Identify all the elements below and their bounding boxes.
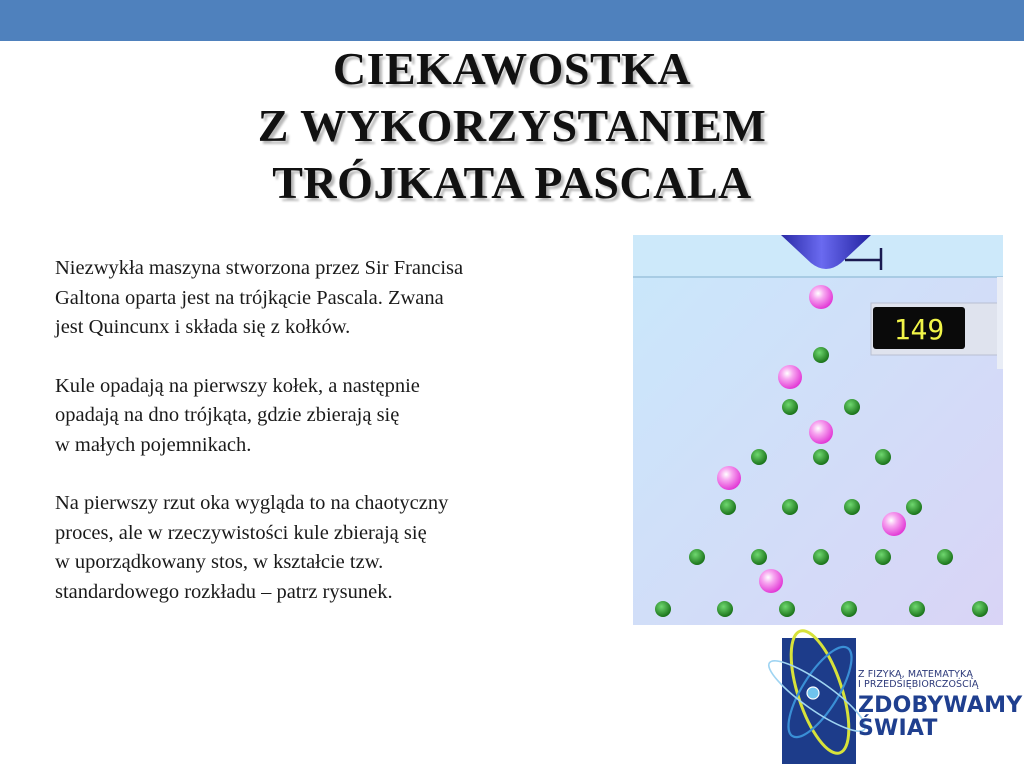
ball: [717, 466, 741, 490]
text-line: Kule opadają na pierwszy kołek, a następnie: [55, 374, 420, 397]
logo-tagline: Z FIZYKĄ, MATEMATYKĄ: [858, 669, 973, 680]
text-line: Na pierwszy rzut oka wygląda to na chaotyczny: [55, 492, 449, 514]
text-line: opadają na dno trójkąta, gdzie zbierają się: [55, 404, 400, 426]
peg: [782, 499, 798, 515]
ball: [809, 420, 833, 444]
ball: [882, 512, 906, 536]
slide-title: [0, 40, 1024, 211]
peg: [779, 601, 795, 617]
peg: [841, 601, 857, 617]
peg: [813, 449, 829, 465]
ball: [759, 569, 783, 593]
peg: [844, 399, 860, 415]
peg: [813, 347, 829, 363]
galton-board-svg: [633, 235, 1003, 625]
ball-counter: 149: [893, 313, 945, 346]
paragraph-conclusion: [55, 489, 615, 607]
peg: [655, 601, 671, 617]
ball: [778, 365, 802, 389]
peg: [844, 499, 860, 515]
title-line: TRÓJKATA PASCALA: [272, 157, 752, 208]
peg: [717, 601, 733, 617]
logo-tagline: I PRZEDSIĘBIORCZOŚCIĄ: [858, 679, 979, 690]
title-line: Z WYKORZYSTANIEM: [257, 100, 767, 151]
peg: [875, 449, 891, 465]
paragraph-intro: [55, 254, 615, 343]
peg: [689, 549, 705, 565]
text-line: Niezwykła maszyna stworzona przez Sir Francisa: [55, 257, 464, 279]
globe-icon: [807, 687, 819, 699]
logo-name: ZDOBYWAMY: [858, 693, 1023, 718]
text-line: Galtona oparta jest na trójkącie Pascala. Zwana: [55, 286, 444, 309]
galton-board-figure: [633, 235, 1003, 625]
peg: [972, 601, 988, 617]
peg: [751, 549, 767, 565]
logo-text: [858, 670, 1022, 740]
peg: [720, 499, 736, 515]
ball: [809, 285, 833, 309]
text-line: proces, ale w rzeczywistości kule zbierają się: [55, 521, 427, 544]
text-line: w uporządkowany stos, w kształcie tzw.: [55, 551, 384, 573]
top-accent-bar: [0, 0, 1024, 41]
text-line: jest Quincunx i składa się z kołków.: [55, 316, 351, 338]
peg: [909, 601, 925, 617]
paragraph-process: [55, 372, 615, 461]
peg: [751, 449, 767, 465]
peg: [813, 549, 829, 565]
project-logo: [765, 620, 1024, 768]
peg: [782, 399, 798, 415]
peg: [875, 549, 891, 565]
slide-body-text: [55, 254, 615, 636]
peg: [906, 499, 922, 515]
peg: [937, 549, 953, 565]
title-line: CIEKAWOSTKA: [332, 43, 692, 94]
text-line: standardowego rozkładu – patrz rysunek.: [55, 580, 393, 603]
text-line: w małych pojemnikach.: [55, 433, 252, 456]
logo-name: ŚWIAT: [858, 716, 938, 741]
